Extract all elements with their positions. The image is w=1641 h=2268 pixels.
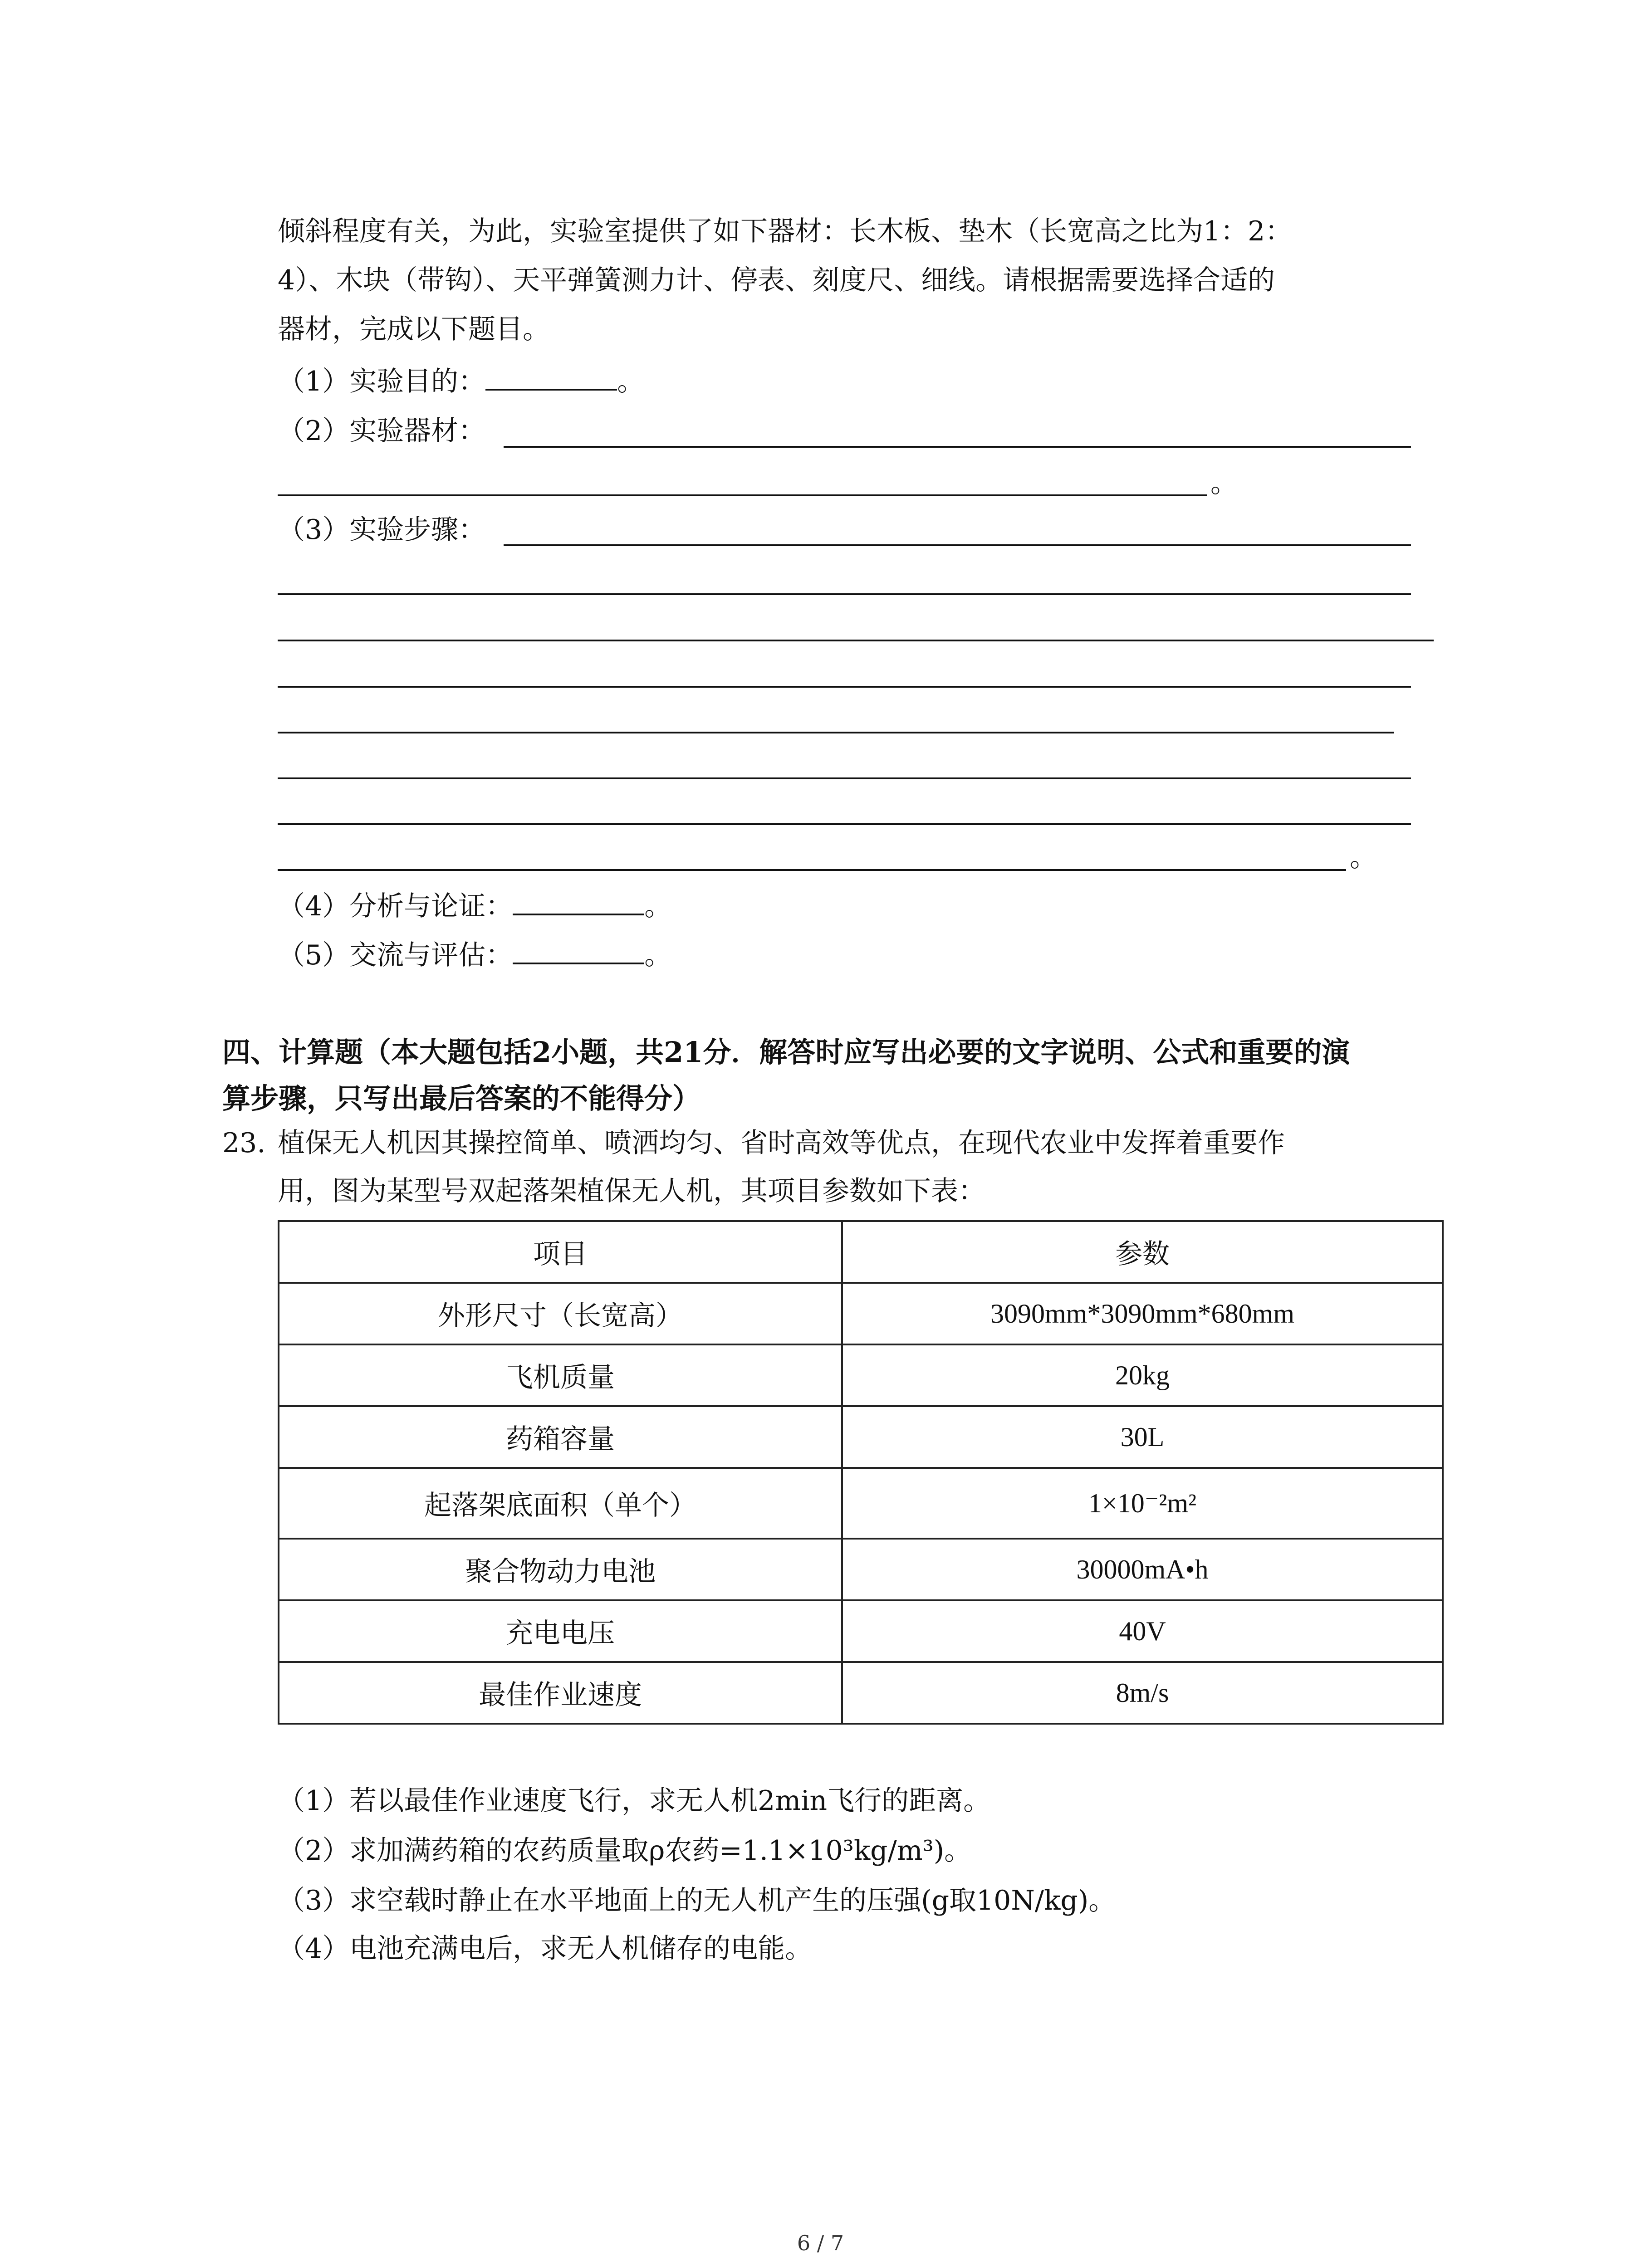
period: 。 — [1350, 841, 1377, 873]
period: 。 — [644, 939, 672, 971]
answer-line[interactable] — [278, 593, 1411, 595]
answer-line[interactable] — [278, 494, 1207, 496]
table-header-item: 项目 — [279, 1221, 842, 1283]
table-cell-item: 聚合物动力电池 — [279, 1539, 842, 1600]
table-cell-item: 药箱容量 — [279, 1406, 842, 1468]
table-cell-value: 30L — [842, 1406, 1443, 1468]
intro-line-2: 4）、木块（带钩）、天平弹簧测力计、停表、刻度尺、细线。请根据需要选择合适的 — [278, 264, 1275, 296]
q22-part-3 — [278, 512, 485, 548]
q22-part-1-label: （1）实验目的： — [278, 366, 486, 397]
answer-blank[interactable] — [485, 361, 617, 391]
q22-part-5 — [278, 934, 671, 973]
table-header-row — [279, 1221, 1443, 1283]
table-row — [279, 1468, 1443, 1539]
answer-line[interactable] — [278, 777, 1411, 779]
answer-line[interactable] — [278, 640, 1434, 641]
table-cell-item: 充电电压 — [279, 1600, 842, 1662]
answer-line[interactable] — [278, 732, 1394, 733]
q23-line-1: 植保无人机因其操控简单、喷洒均匀、省时高效等优点，在现代农业中发挥着重要作 — [278, 1127, 1285, 1159]
answer-line[interactable] — [278, 686, 1411, 688]
intro-line-1: 倾斜程度有关，为此，实验室提供了如下器材：长木板、垫木（长宽高之比为1：2： — [278, 215, 1293, 247]
table-row — [279, 1344, 1443, 1406]
answer-line[interactable] — [278, 869, 1346, 871]
section-heading-line-2: 算步骤，只写出最后答案的不能得分） — [222, 1082, 701, 1115]
q22-part-4-label: （4）分析与论证： — [278, 890, 513, 922]
table-row — [279, 1283, 1443, 1344]
q22-part-3-label: （3）实验步骤： — [278, 514, 486, 546]
q23-line-2: 用，图为某型号双起落架植保无人机，其项目参数如下表： — [278, 1175, 985, 1207]
question-4: （4）电池充满电后，求无人机储存的电能。 — [278, 1933, 813, 1965]
q22-part-2-label: （2）实验器材： — [278, 415, 486, 447]
question-3: （3）求空载时静止在水平地面上的无人机产生的压强(g取10N/kg)。 — [278, 1885, 1116, 1916]
intro-line-3: 器材，完成以下题目。 — [278, 313, 550, 345]
answer-blank[interactable] — [513, 934, 644, 964]
q23-number: 23. — [222, 1127, 266, 1159]
section-heading-line-1: 四、计算题（本大题包括2小题，共21分．解答时应写出必要的文字说明、公式和重要的演 — [222, 1036, 1350, 1069]
table-row — [279, 1662, 1443, 1724]
table-cell-item: 起落架底面积（单个） — [279, 1468, 842, 1539]
table-header-param: 参数 — [842, 1221, 1443, 1283]
answer-line[interactable] — [504, 446, 1411, 448]
question-1: （1）若以最佳作业速度飞行，求无人机2min飞行的距离。 — [278, 1785, 991, 1817]
table-row — [279, 1600, 1443, 1662]
q22-part-5-label: （5）交流与评估： — [278, 939, 513, 971]
answer-line[interactable] — [278, 823, 1411, 825]
table-cell-item: 外形尺寸（长宽高） — [279, 1283, 842, 1344]
table-cell-value: 1×10⁻²m² — [842, 1468, 1443, 1539]
table-cell-value: 40V — [842, 1600, 1443, 1662]
table-cell-value: 3090mm*3090mm*680mm — [842, 1283, 1443, 1344]
period: 。 — [644, 890, 672, 922]
answer-blank[interactable] — [513, 885, 644, 915]
period: 。 — [617, 366, 645, 397]
answer-line[interactable] — [504, 544, 1411, 546]
table-cell-item: 飞机质量 — [279, 1344, 842, 1406]
table-cell-value: 30000mA•h — [842, 1539, 1443, 1600]
q22-part-1 — [278, 361, 644, 400]
table-cell-item: 最佳作业速度 — [279, 1662, 842, 1724]
page-number: 6 / 7 — [797, 2231, 844, 2255]
table-cell-value: 8m/s — [842, 1662, 1443, 1724]
q22-part-4 — [278, 885, 671, 924]
q22-part-2 — [278, 413, 485, 449]
parameter-table — [278, 1220, 1444, 1725]
table-row — [279, 1539, 1443, 1600]
table-row — [279, 1406, 1443, 1468]
question-2: （2）求加满药箱的农药质量取ρ农药=1.1×10³kg/m³)。 — [278, 1835, 972, 1867]
table-cell-value: 20kg — [842, 1344, 1443, 1406]
period: 。 — [1210, 467, 1238, 499]
